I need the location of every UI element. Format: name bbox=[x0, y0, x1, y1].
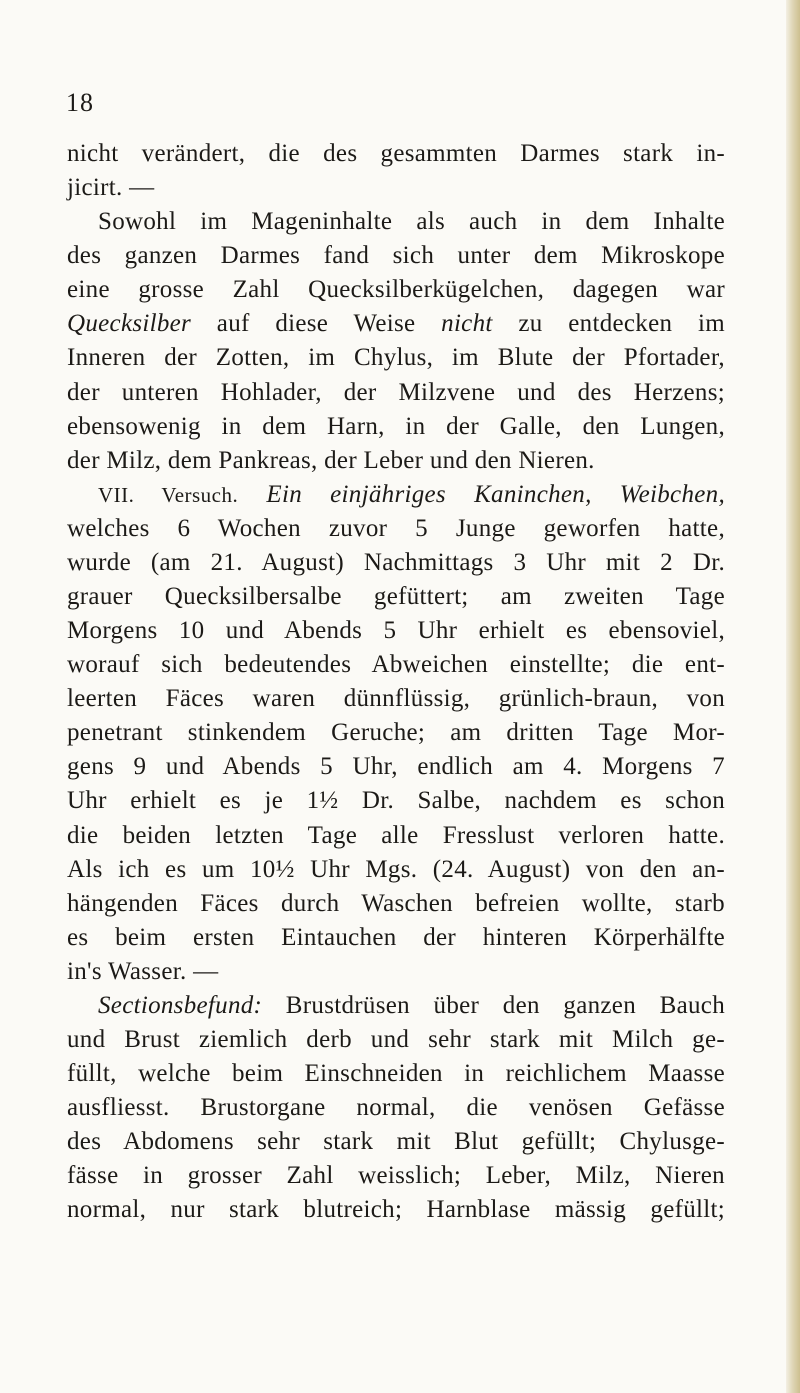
text-line bbox=[67, 853, 725, 887]
text-segment: eine grosse Zahl Quecksilberkügelchen, dagegen war bbox=[67, 276, 725, 304]
text-segment: Brustdrüsen über den ganzen Bauch bbox=[262, 991, 725, 1019]
text-segment: normal, nur stark blutreich; Harnblase mässig gefüllt; bbox=[67, 1196, 725, 1224]
text-line bbox=[67, 478, 725, 512]
text-segment: es beim ersten Eintauchen der hinteren Körperhälfte bbox=[67, 923, 725, 951]
text-line bbox=[67, 1193, 725, 1227]
body-text bbox=[67, 137, 725, 1228]
text-segment: worauf sich bedeutendes Abweichen einstellte; die ent- bbox=[67, 651, 725, 679]
text-line bbox=[67, 239, 725, 273]
page-number: 18 bbox=[66, 88, 94, 117]
text-line bbox=[67, 546, 725, 580]
text-line bbox=[67, 512, 725, 546]
italic-text: nicht bbox=[441, 310, 493, 338]
text-line bbox=[67, 341, 725, 375]
italic-text: Ein einjähriges Kaninchen, Weibchen, bbox=[266, 480, 725, 508]
italic-text: Quecksilber bbox=[67, 310, 192, 338]
text-segment: penetrant stinkendem Geruche; am dritten Tage Mor- bbox=[67, 719, 725, 747]
text-line bbox=[67, 444, 725, 478]
text-segment: Als ich es um 10½ Uhr Mgs. (24. August) von den an- bbox=[67, 855, 725, 883]
page-edge bbox=[786, 0, 800, 1393]
text-segment: leerten Fäces waren dünnflüssig, grünlich-braun, von bbox=[67, 685, 725, 713]
text-line bbox=[67, 1057, 725, 1091]
text-segment: auf diese Weise bbox=[191, 310, 442, 338]
text-segment: ebensowenig in dem Harn, in der Galle, den Lungen, bbox=[67, 412, 725, 440]
text-line bbox=[67, 1091, 725, 1125]
text-segment: des ganzen Darmes fand sich unter dem Mikroskope bbox=[67, 242, 725, 270]
text-segment: gens 9 und Abends 5 Uhr, endlich am 4. Morgens 7 bbox=[67, 753, 725, 781]
text-segment: hängenden Fäces durch Waschen befreien wollte, starb bbox=[67, 889, 725, 917]
text-segment: in's Wasser. — bbox=[67, 957, 219, 985]
text-segment: grauer Quecksilbersalbe gefüttert; am zweiten Tage bbox=[67, 583, 725, 611]
text-line bbox=[67, 307, 725, 341]
italic-text: Sectionsbefund: bbox=[98, 991, 263, 1019]
text-line bbox=[67, 784, 725, 818]
text-segment: Inneren der Zotten, im Chylus, im Blute der Pfortader, bbox=[67, 344, 725, 372]
text-segment: und Brust ziemlich derb und sehr stark mit Milch ge- bbox=[67, 1026, 725, 1054]
text-segment: die beiden letzten Tage alle Fresslust verloren hatte. bbox=[67, 821, 725, 849]
text-segment: des Abdomens sehr stark mit Blut gefüllt; Chylusge- bbox=[67, 1128, 725, 1156]
text-segment: Morgens 10 und Abends 5 Uhr erhielt es ebensoviel, bbox=[67, 617, 725, 645]
text-line bbox=[67, 205, 725, 239]
text-line bbox=[67, 921, 725, 955]
text-line bbox=[67, 648, 725, 682]
text-segment bbox=[238, 481, 266, 508]
text-line bbox=[67, 171, 725, 205]
text-segment: der unteren Hohlader, der Milzvene und des Herzens; bbox=[67, 378, 725, 406]
section-heading: VII. Versuch. bbox=[98, 482, 239, 507]
text-segment: zu entdecken im bbox=[492, 310, 725, 338]
text-line bbox=[67, 750, 725, 784]
text-segment: Uhr erhielt es je 1½ Dr. Salbe, nachdem es schon bbox=[67, 787, 725, 815]
text-line bbox=[67, 273, 725, 307]
text-line bbox=[67, 887, 725, 921]
text-segment: fässe in grosser Zahl weisslich; Leber, Milz, Nieren bbox=[67, 1162, 725, 1190]
text-segment: jicirt. — bbox=[67, 174, 155, 202]
text-line bbox=[67, 614, 725, 648]
text-segment: wurde (am 21. August) Nachmittags 3 Uhr mit 2 Dr. bbox=[67, 548, 725, 576]
text-line bbox=[67, 989, 725, 1023]
text-line bbox=[67, 1159, 725, 1193]
text-line bbox=[67, 1023, 725, 1057]
text-segment: nicht verändert, die des gesammten Darmes stark in- bbox=[67, 140, 725, 167]
text-segment: füllt, welche beim Einschneiden in reichlichem Maasse bbox=[67, 1060, 725, 1088]
text-segment: der Milz, dem Pankreas, der Leber und den Nieren. bbox=[67, 446, 595, 474]
text-line bbox=[67, 819, 725, 853]
text-segment: Sowohl im Mageninhalte als auch in dem Inhalte bbox=[98, 208, 725, 236]
text-line bbox=[67, 580, 725, 614]
text-line bbox=[67, 137, 725, 171]
text-segment: welches 6 Wochen zuvor 5 Junge geworfen hatte, bbox=[67, 514, 725, 542]
text-line bbox=[67, 376, 725, 410]
text-line bbox=[67, 410, 725, 444]
text-line bbox=[67, 955, 725, 989]
text-line bbox=[67, 682, 725, 716]
text-line bbox=[67, 1125, 725, 1159]
text-line bbox=[67, 716, 725, 750]
text-segment: ausfliesst. Brustorgane normal, die venösen Gefässe bbox=[67, 1094, 725, 1122]
